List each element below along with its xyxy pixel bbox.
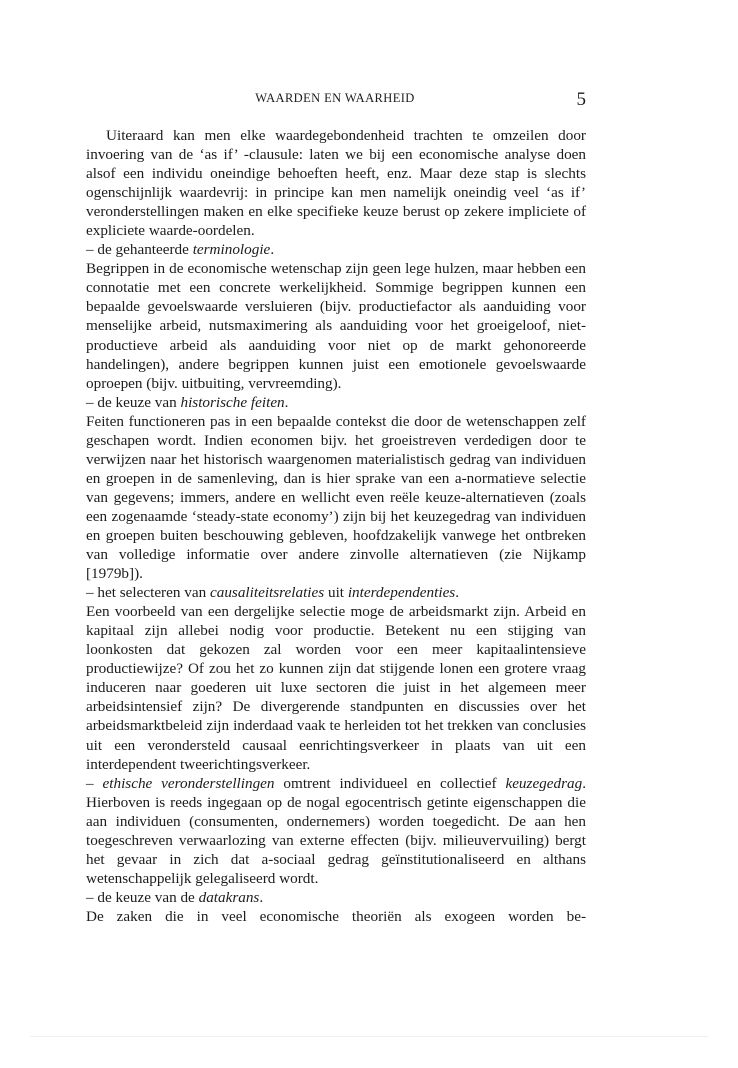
heading-suffix: . xyxy=(455,584,460,602)
heading-suffix: . xyxy=(259,888,264,906)
heading-middle: omtrent individueel en collectief xyxy=(274,774,506,792)
heading-term: causaliteitsrelaties xyxy=(209,584,325,602)
running-title: WAARDEN EN WAARHEID xyxy=(255,91,415,105)
page-bottom-edge xyxy=(30,1036,708,1037)
heading-term: historische feiten xyxy=(180,393,285,411)
heading-term-2: keuzegedrag xyxy=(505,774,583,792)
heading-suffix: . xyxy=(284,393,289,411)
paragraph-historische-feiten: Feiten functioneren pas in een bepaalde contekst die door de wetenschappen zelf geschapen wordt. Indien economen bijv. het groeistreven verdedigen door te verwijzen naar het historisch waargenomen materialistisch gedrag van individuen en groepen in de samenleving, dan is hier sprake van een a-normatieve selectie van gegevens; immers, andere en wellicht even reële keuze-alternatieven (zoals een zogenaamde ‘steady-state economy’) zijn bij het keuzegedrag van individuen en groepen buiten beschouwing gebleven, hoofdzakelijk vanwege het ontbreken van volledige informatie over andere zinvolle alternatieven (zie Nijkamp [1979b]). xyxy=(86,412,586,583)
heading-suffix: . xyxy=(270,241,275,259)
paragraph-datakrans: De zaken die in veel economische theoriën als exogeen worden be- xyxy=(86,907,586,925)
heading-prefix: – de keuze van xyxy=(86,393,181,411)
section-heading-terminologie xyxy=(86,240,586,259)
paragraph-causaliteitsrelaties: Een voorbeeld van een dergelijke selectie moge de arbeidsmarkt zijn. Arbeid en kapitaal zijn allebei nodig voor productie. Betekent nu een stijging van loonkosten dat gekozen zal worden voor een meer kapitaalintensieve productiewijze? Of zou het zo kunnen zijn dat stijgende lonen een grotere vraag induceren naar goederen uit luxe sectoren die juist in het algemeen meer arbeidsintensief zijn? De divergerende standpunten en discussies over het arbeidsmarktbeleid zijn inderdaad vaak te herleiden tot het trekken van conclusies uit een verondersteld causaal eenrichtingsverkeer in plaats van uit een interdependent tweerichtingsverkeer. xyxy=(86,603,586,773)
heading-prefix: – de keuze van de xyxy=(86,888,199,906)
paragraph-ethische-veronderstellingen xyxy=(86,774,586,888)
heading-prefix: – het selecteren van xyxy=(86,584,210,602)
body-text xyxy=(86,126,586,926)
paragraph-intro: Uiteraard kan men elke waardegebondenheid trachten te omzeilen door invoering van de ‘as if’ -clausule: laten we bij een economische analyse doen alsof een individu oneindige behoeften heeft, enz. Maar deze stap is slechts ogenschijnlijk waardevrij: in principe kan men namelijk oneindig veel ‘as if’ veronderstellingen maken en elke specifieke keuze berust op zekere impliciete of expliciete waarde-oordelen. xyxy=(86,127,586,240)
section-heading-historische-feiten xyxy=(86,393,586,412)
heading-term: terminologie xyxy=(192,241,271,259)
section-heading-datakrans xyxy=(86,888,586,907)
page-number: 5 xyxy=(576,89,586,110)
paragraph-body: Hierboven is reeds ingegaan op de nogal egocentrisch getinte eigenschappen die aan individuen (consumenten, ondernemers) worden toegedicht. De aan hen toegeschreven verwaarlozing van externe effecten (bijv. milieuvervuiling) bergt het gevaar in zich dat a-sociaal gedrag geïnstitutionaliseerd en althans wetenschappelijk gelegaliseerd wordt. xyxy=(86,793,586,887)
heading-prefix: – xyxy=(86,774,103,792)
section-heading-causaliteitsrelaties xyxy=(86,583,586,602)
heading-prefix: – de gehanteerde xyxy=(86,241,193,259)
heading-middle: uit xyxy=(324,584,348,602)
heading-term: ethische veronderstellingen xyxy=(102,774,275,792)
paragraph-terminologie: Begrippen in de economische wetenschap zijn geen lege hulzen, maar hebben een connotatie met een concrete werkelijkheid. Sommige begrippen kunnen een bepaalde gevoelswaarde versluieren (bijv. productiefactor als aanduiding voor menselijke arbeid, nutsmaximering als aanduiding voor het groeigeloof, niet-productieve arbeid als aanduiding voor niet op de markt gehonoreerde handelingen), andere begrippen kunnen juist een emotionele gevoelswaarde oproepen (bijv. uitbuiting, vervreemding). xyxy=(86,260,586,392)
page-header xyxy=(0,91,738,111)
heading-term: datakrans xyxy=(198,888,260,906)
heading-term-2: interdependenties xyxy=(347,584,456,602)
heading-suffix: . xyxy=(582,774,587,792)
